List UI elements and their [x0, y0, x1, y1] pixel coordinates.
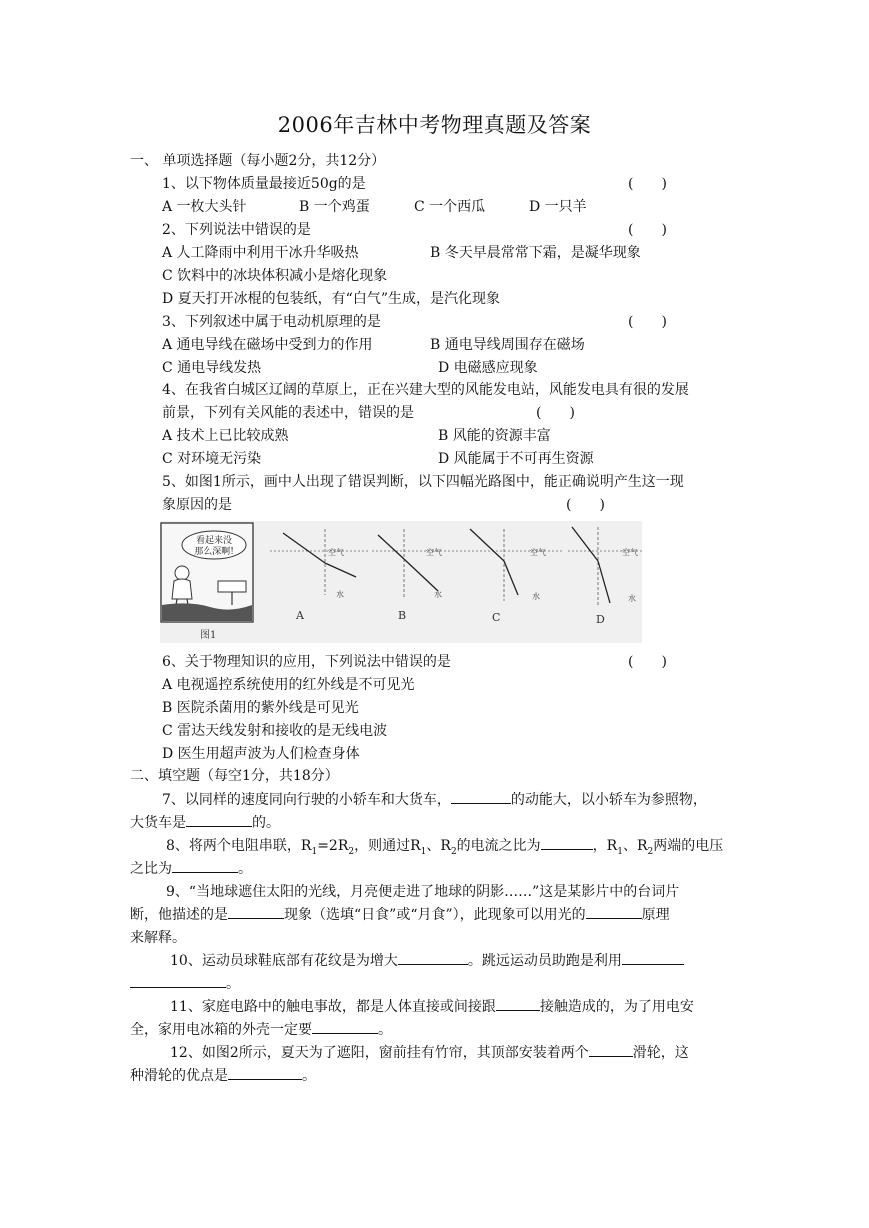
q3-stem: 3、下列叙述中属于电动机原理的是 — [162, 314, 381, 330]
q2-option-b: B 冬天早晨常常下霜，是凝华现象 — [430, 245, 641, 261]
q1-option-a: A 一枚大头针 — [162, 199, 247, 215]
q2-option-a: A 人工降雨中利用干冰升华吸热 — [162, 245, 359, 261]
q1-option-b: B 一个鸡蛋 — [299, 199, 370, 215]
q6-stem: 6、关于物理知识的应用，下列说法中错误的是 — [162, 654, 451, 670]
q1-stem: 1、以下物体质量最接近50g的是 — [162, 176, 366, 192]
q7-blank-2[interactable] — [186, 812, 252, 827]
q9-blank-2[interactable] — [586, 904, 642, 919]
person-body — [172, 579, 192, 599]
q6-option-a: A 电视遥控系统使用的红外线是不可见光 — [162, 677, 415, 693]
section1-heading: 一、 单项选择题（每小题2分，共12分） — [130, 153, 386, 169]
svg-text:空气: 空气 — [530, 548, 546, 557]
q5-stem-line2: 象原因的是 — [162, 497, 232, 513]
q11-blank-1[interactable] — [496, 996, 540, 1011]
svg-text:水: 水 — [532, 592, 540, 601]
q12-blank-2[interactable] — [228, 1065, 302, 1080]
panel-label-d: D — [596, 613, 605, 626]
q10-blank-2b[interactable] — [130, 973, 226, 988]
svg-text:空气: 空气 — [328, 548, 344, 557]
panel-label-b: B — [398, 609, 407, 622]
q12-line2: 种滑轮的优点是 。 — [130, 1065, 316, 1088]
figure-1 — [160, 521, 642, 643]
q1-answer-paren: ( ) — [628, 176, 667, 192]
q3-option-b: B 通电导线周围存在磁场 — [430, 337, 585, 353]
q5-answer-paren: ( ) — [566, 497, 605, 513]
q10-line1: 10、运动员球鞋底部有花纹是为增大 。跳远运动员助跑是利用 — [170, 950, 684, 973]
svg-text:空气: 空气 — [622, 548, 638, 557]
q7-line2: 大货车是 的。 — [130, 812, 280, 835]
q9-blank-1[interactable] — [228, 904, 284, 919]
q4-stem-line2: 前景，下列有关风能的表述中，错误的是 — [162, 405, 414, 421]
q5-stem-line1: 5、如图1所示，画中人出现了错误判断，以下四幅光路图中，能正确说明产生这一现 — [162, 474, 684, 490]
q10-line2: 。 — [130, 973, 240, 996]
section2-heading: 二、填空题（每空1分，共18分） — [130, 768, 339, 784]
q3-answer-paren: ( ) — [628, 314, 667, 330]
q7-blank-1[interactable] — [451, 789, 511, 804]
svg-text:水: 水 — [336, 590, 344, 599]
svg-text:空气: 空气 — [426, 548, 442, 557]
q4-stem-line1: 4、在我省白城区辽阔的草原上，正在兴建大型的风能发电站，风能发电具有很的发展 — [162, 382, 689, 398]
q12-line1: 12、如图2所示，夏天为了遮阳，窗前挂有竹帘，其顶部安装着两个 滑轮，这 — [170, 1042, 689, 1065]
cartoon-text-2: 那么深啊! — [194, 547, 234, 557]
q4-option-a: A 技术上已比较成熟 — [162, 428, 289, 444]
q2-option-c: C 饮料中的冰块体积减小是熔化现象 — [162, 268, 388, 284]
q2-option-d: D 夏天打开冰棍的包装纸，有“白气”生成，是汽化现象 — [162, 291, 500, 307]
q12-blank-1[interactable] — [589, 1042, 633, 1057]
panel-label-c: C — [492, 611, 501, 624]
q9-line2: 断，他描述的是 现象（选填“日食”或“月食”），此现象可以用光的 原理 — [130, 904, 670, 927]
q10-blank-1[interactable] — [398, 950, 468, 965]
cartoon-text-1: 看起来没 — [195, 536, 233, 546]
q11-line2: 全，家用电冰箱的外壳一定要 。 — [130, 1019, 392, 1042]
person-head — [175, 566, 189, 580]
svg-text:水: 水 — [628, 594, 636, 603]
q4-option-c: C 对环境无污染 — [162, 451, 262, 467]
sign-board — [218, 581, 246, 592]
q4-option-b: B 风能的资源丰富 — [438, 428, 551, 444]
q10-blank-2a[interactable] — [622, 950, 684, 965]
q1-option-c: C 一个西瓜 — [414, 199, 486, 215]
q7-line1: 7、以同样的速度同向行驶的小轿车和大货车， 的动能大，以小轿车为参照物， — [162, 789, 707, 812]
q8-line1: 8、将两个电阻串联，$R_1=2R_2$，则通过$R_1$、$R_2$的电流之比为 ，$R_1$、$R_2$两端的电压 — [166, 835, 723, 858]
panel-label-a: A — [296, 609, 304, 622]
q11-line1: 11、家庭电路中的触电事故，都是人体直接或间接跟 接触造成的，为了用电安 — [170, 996, 694, 1019]
q6-answer-paren: ( ) — [628, 654, 667, 670]
q9-line1: 9、“当地球遮住太阳的光线，月亮便走进了地球的阴影……”这是某影片中的台词片 — [166, 884, 680, 900]
figure-1-illustration — [160, 521, 642, 643]
figure-caption: 图1 — [200, 630, 217, 641]
q11-blank-2[interactable] — [312, 1019, 378, 1034]
q6-option-d: D 医生用超声波为人们检查身体 — [162, 746, 360, 762]
q6-option-c: C 雷达天线发射和接收的是无线电波 — [162, 723, 388, 739]
q1-option-d: D 一只羊 — [529, 199, 587, 215]
page-title: 2006年吉林中考物理真题及答案 — [277, 113, 592, 137]
q3-option-d: D 电磁感应现象 — [438, 360, 538, 376]
q8-line2: 之比为 。 — [130, 858, 252, 881]
q8-blank-1[interactable] — [541, 835, 593, 850]
q8-blank-2[interactable] — [172, 858, 238, 873]
q9-line3: 来解释。 — [130, 930, 186, 946]
q2-stem: 2、下列说法中错误的是 — [162, 222, 311, 238]
svg-text:水: 水 — [434, 590, 442, 599]
q2-answer-paren: ( ) — [628, 222, 667, 238]
q3-option-c: C 通电导线发热 — [162, 360, 262, 376]
q4-answer-paren: ( ) — [536, 405, 575, 421]
q6-option-b: B 医院杀菌用的紫外线是可见光 — [162, 700, 359, 716]
q4-option-d: D 风能属于不可再生资源 — [438, 451, 594, 467]
q3-option-a: A 通电导线在磁场中受到力的作用 — [162, 337, 373, 353]
